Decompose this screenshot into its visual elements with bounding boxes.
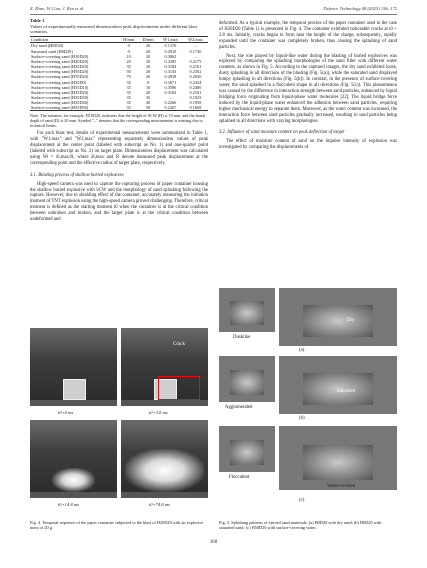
frame-photo bbox=[121, 328, 208, 406]
figure-5 bbox=[219, 288, 397, 531]
splash-photo bbox=[219, 356, 275, 402]
time-label: t0+74.8 ms bbox=[149, 502, 170, 507]
section-heading: 3.1. Blasting process of shallow buried explosives bbox=[30, 172, 124, 178]
table-cell: 0.3586 bbox=[164, 84, 177, 90]
time-label: t0+14.8 ms bbox=[58, 502, 79, 507]
splash-photo bbox=[219, 288, 275, 332]
table-cell: 50 bbox=[138, 105, 157, 111]
frame-photo bbox=[30, 420, 117, 498]
table-title: Table 1 bbox=[30, 18, 45, 23]
table-cell: 0.3062 bbox=[164, 53, 177, 59]
table-cell: 0.3671 bbox=[164, 79, 177, 85]
figure-4-caption: Fig. 4. Temporal sequence of the paper container subjected to the blast of H20D20 with an explosive mass of 20 g. bbox=[30, 520, 204, 531]
col-header: W̄2,max bbox=[183, 36, 208, 43]
table-cell: 0.3145 bbox=[164, 69, 177, 75]
left-column bbox=[30, 18, 208, 223]
right-column bbox=[219, 18, 397, 151]
crack-highlight-box bbox=[158, 376, 200, 400]
body-paragraph: For each blast test, details of experimental measurements were summarized in Table 1, with "W̄1,max" and "W̄2,max" representing separately dimensionless values of peak displacement at the center point (labeled with subscript as No. 1) and one-quarter point (labeled with subscript as No. 2) on target plate. Dimensionless displacement was calculated using W̄i = δi,max/R, where δi,max and R denote measured peak displacement at the corresponding point and the effective radius of target plate, respectively. bbox=[30, 131, 208, 166]
table-cell: 0.2266 bbox=[164, 100, 177, 106]
table-cell: 20 bbox=[145, 58, 151, 64]
col-header: H/mm bbox=[119, 36, 138, 43]
table-cell: 35 bbox=[126, 95, 131, 100]
table-cell: Surface-covering sand (H10D20) bbox=[31, 53, 89, 59]
table-cell: 0.3184 bbox=[164, 89, 177, 95]
table-cell: 0.2400 bbox=[189, 84, 202, 90]
table-cell: 0.2267 bbox=[158, 105, 183, 111]
table-cell: Surface-covering sand (H35D0) bbox=[31, 79, 87, 85]
table-cell: Surface-covering sand (H35D20) bbox=[31, 89, 89, 95]
table-cell: 0.2434 bbox=[189, 79, 202, 85]
table-row bbox=[30, 105, 208, 111]
table-cell: 20 bbox=[126, 58, 131, 64]
body-paragraph: The effect of moisture content of sand on the impulse intensity of explosion was investigated by comparing the displacements of bbox=[219, 139, 397, 151]
condition-label: Dry bbox=[347, 318, 355, 323]
table-cell: 0.2302 bbox=[189, 69, 202, 75]
table-cell: 35 bbox=[126, 89, 131, 95]
table-cell: 40 bbox=[145, 100, 151, 106]
time-label: t0+0 ms bbox=[58, 410, 74, 415]
table-cell: 0 bbox=[127, 48, 130, 54]
table-cell: 10 bbox=[145, 84, 151, 90]
panel-label: (a) bbox=[299, 348, 305, 353]
pattern-label: Agglomerated bbox=[225, 405, 253, 410]
table-cell: 0.2161 bbox=[189, 89, 202, 95]
table-cell: 0.1825 bbox=[189, 95, 202, 100]
header-rule bbox=[30, 14, 397, 15]
running-header-authors: Z. Zhao, W. Gao, J. Ren et al. bbox=[30, 6, 85, 11]
table-cell: 0.1370 bbox=[164, 43, 177, 49]
data-table bbox=[30, 36, 208, 112]
table-cell: 35 bbox=[119, 105, 138, 111]
table-cell: 0.2175 bbox=[189, 58, 202, 64]
table-cell: Dry sand (H0D20) bbox=[31, 43, 64, 49]
col-header: W̄1,max bbox=[158, 36, 183, 43]
col-header: D/mm bbox=[138, 36, 157, 43]
table-cell: 0.2161 bbox=[189, 64, 202, 70]
table-cell: 20 bbox=[145, 64, 151, 70]
table-cell: 35 bbox=[126, 79, 131, 85]
table-cell: – bbox=[194, 53, 197, 59]
table-cell: Surface-covering sand (H50D20) bbox=[31, 69, 89, 75]
table-cell: Surface-covering sand (H35D20) bbox=[31, 64, 89, 70]
table-cell: – bbox=[169, 95, 172, 100]
panel-label: (c) bbox=[299, 498, 305, 503]
page-number: 160 bbox=[209, 540, 218, 545]
table-cell: 20 bbox=[145, 74, 151, 80]
col-header: Condition bbox=[30, 36, 119, 43]
table-cell: Surface-covering sand (H35D40) bbox=[31, 100, 89, 106]
table-cell: – bbox=[194, 43, 197, 49]
table-cell: 20 bbox=[145, 69, 151, 75]
table-cell: 20 bbox=[145, 89, 151, 95]
table-cell: 35 bbox=[126, 84, 131, 90]
pattern-label: Flocculent bbox=[229, 475, 250, 480]
condition-label: Saturated bbox=[337, 389, 356, 394]
table-cell: 30 bbox=[145, 95, 151, 100]
table-cell: Surface-covering sand (H70D20) bbox=[31, 74, 89, 80]
table-cell: 0.2910 bbox=[164, 48, 177, 54]
table-cell: Saturated sand (H0D20) bbox=[31, 48, 73, 54]
table-cell: 20 bbox=[145, 48, 151, 54]
splash-photo bbox=[279, 356, 397, 414]
table-header-row bbox=[30, 36, 208, 43]
body-paragraph: deformed. As a typical example, the temporal process of the paper container used in the case of H20D20 (Table 1) is presented in Fig. 4. The container exhibited noticeable cracks at t0 + 3.8 ms. Initially, cracks began to form near the height of the charge, subsequently, rapidly expanded until the container was completely broken, thus causing the splashing of sand particles. bbox=[219, 21, 397, 50]
frame-photo bbox=[30, 328, 117, 406]
frame-photo bbox=[121, 420, 208, 498]
body-paragraph: Next, the role played by liquid-like water during the blasting of buried explosives was explored by comparing the splashing morphologies of the sand filler with different water contents, as shown in Fig. 5. According to the captured images, the dry sand exhibited loose, dusty splashing in all directions of the blasting (Fig. 5(a)), while the saturated sand displayed lumpy splashing in all directions (Fig. 5(b)). In contrast, in the presence of surface-covering water, the sand splashed in a flocculent shape in all directions (Fig. 5(c)). This phenomenon was caused by the difference in interaction strength between sand particles, enhanced by liquid bridging force originating from liquid-phase water molecules [22]. The liquid bridge force induced by the liquid-phase water enhanced the adhesion between sand particles, requiring higher mechanical energy to separate them. Moreover, as the water content was increased, the interaction force between sand particles gradually increased, resulting in sand particles being splashed in all directions with varying morphologies. bbox=[219, 53, 397, 124]
panel-label: (b) bbox=[299, 416, 305, 421]
running-header-journal: Defence Technology 48 (2025) 156–172 bbox=[323, 6, 397, 11]
table-cell: 0.1668 bbox=[183, 105, 208, 111]
table-caption: Values of experimentally measured dimensionless peak displacements under different blast scenarios. bbox=[30, 23, 198, 34]
table-cell: 0.1958 bbox=[189, 100, 202, 106]
table-cell: 0 bbox=[127, 43, 130, 49]
splash-photo bbox=[279, 426, 397, 490]
pattern-label: Dusklike bbox=[233, 335, 251, 340]
time-label: t0+3.8 ms bbox=[149, 410, 168, 415]
body-paragraph: High-speed camera was used to capture the rupturing process of paper container housing the shallow buried explosive with SCW and the morphology of sand splashing following the rupture. However, due to shielding effect of the container, accurately measuring the initiation moment of TNT explosion using the high-speed camera proved challenging. Therefore, critical moment is defined as the starting moment t0 when the container is at the critical condition between unbroken and broken, and the target plate is at the critical condition between undeformed and bbox=[30, 181, 208, 223]
table-cell: 0 bbox=[147, 79, 150, 85]
table-cell: 35 bbox=[126, 64, 131, 70]
crack-label: Crack bbox=[173, 342, 185, 347]
table-cell: Surface-covering sand (H35D50) bbox=[30, 105, 119, 111]
table-body bbox=[30, 43, 208, 111]
table-cell: 0.2030 bbox=[189, 74, 202, 80]
splash-photo bbox=[279, 288, 397, 346]
condition-label: Water-covered bbox=[327, 484, 356, 489]
table-cell: Surface-covering sand (H20D20) bbox=[31, 58, 89, 64]
table-cell: 50 bbox=[126, 69, 131, 75]
table-cell: Surface-covering sand (H35D30) bbox=[31, 95, 89, 100]
table-cell: 20 bbox=[145, 43, 151, 49]
table-cell: Surface-covering sand (H35D10) bbox=[31, 84, 89, 90]
splash-photo bbox=[219, 426, 275, 472]
table-cell: 20 bbox=[145, 53, 151, 59]
table-note: Note. The notation, for example, H10D20, indicates that the height of SCW (H) is 10 mm, and the burial depth of sand (D) is 20 mm. Symbol "–" denotes that the corresponding measurement is missing due to technical limits. bbox=[30, 112, 206, 129]
figure-5-caption: Fig. 5. Splashing patterns of ejected sand materials: (a) H0D20 with dry sand; (b) H0D20 with saturated sand; (c) H50D20 with surface-covering water. bbox=[219, 520, 382, 531]
table-cell: 10 bbox=[126, 53, 131, 59]
table-cell: 0.3285 bbox=[164, 58, 177, 64]
table-cell: 70 bbox=[126, 74, 131, 80]
table-cell: 35 bbox=[126, 100, 131, 106]
figure-4 bbox=[30, 328, 208, 531]
table-cell: 0.3184 bbox=[164, 64, 177, 70]
section-heading: 3.2. Influence of sand moisture content on peak deflection of target bbox=[219, 130, 345, 136]
table-cell: 0.1736 bbox=[189, 48, 202, 54]
table-cell: 0.2838 bbox=[164, 74, 177, 80]
